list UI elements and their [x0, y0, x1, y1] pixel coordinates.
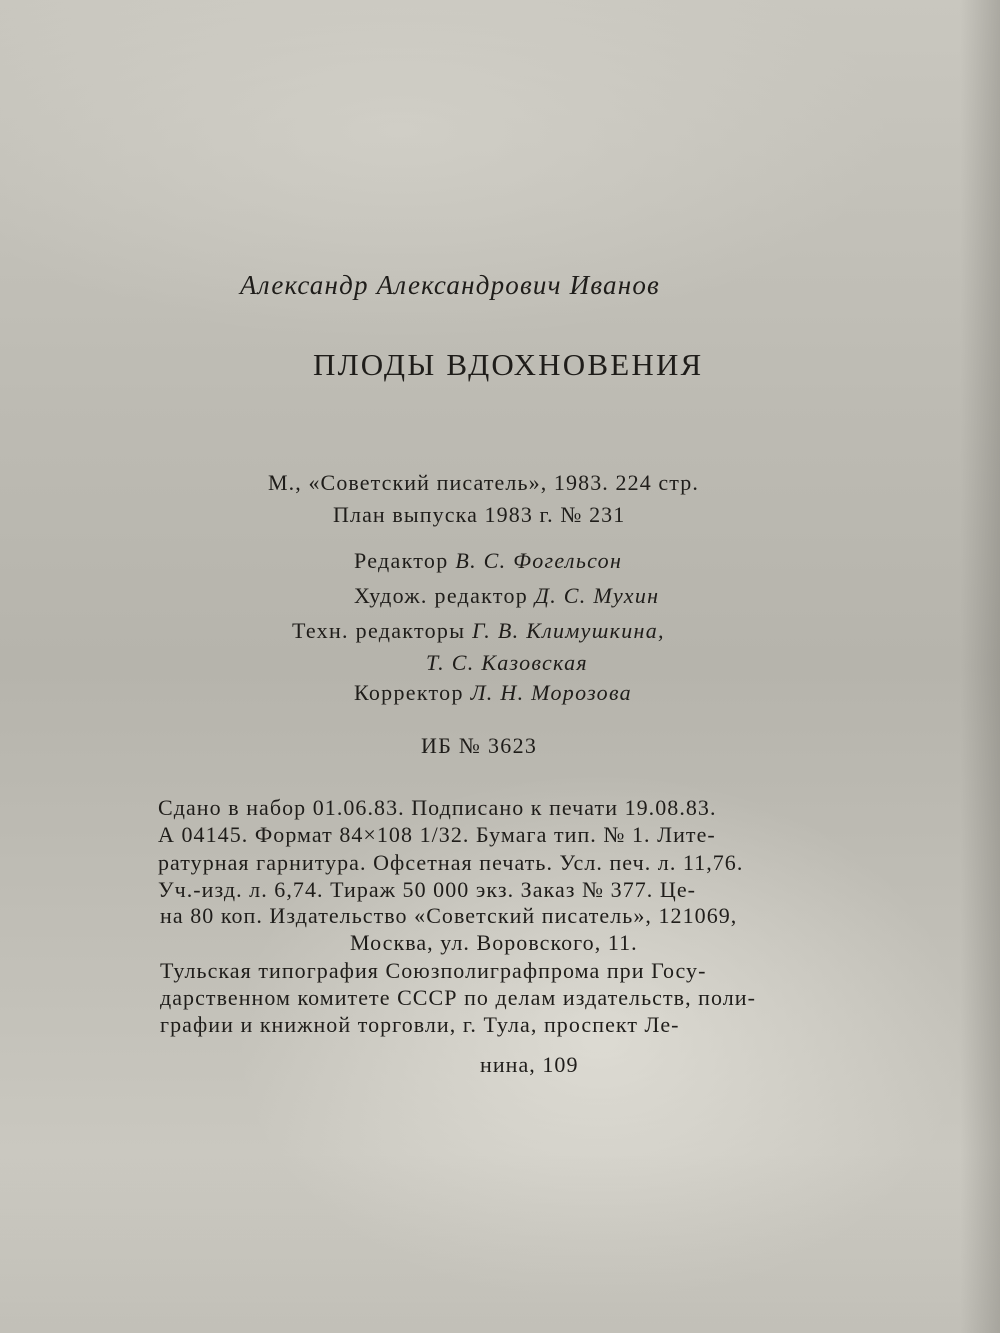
staff-role: Худож. редактор	[354, 583, 529, 608]
imprint-line: ратурная гарнитура. Офсетная печать. Усл. печ. л. 11,76.	[158, 850, 744, 875]
author-name: Александр Александрович Иванов	[240, 270, 660, 300]
staff-art-editor	[354, 583, 659, 609]
staff-role: Корректор	[354, 680, 464, 705]
imprint-line: графии и книжной торговли, г. Тула, проспект Ле-	[160, 1012, 680, 1037]
staff-person: Т. С. Казовская	[426, 650, 588, 675]
page-bottom-shade	[0, 1153, 1000, 1333]
staff-tech-editors	[292, 618, 665, 644]
page-edge-shadow	[960, 0, 1000, 1333]
staff-tech-editor-2	[426, 650, 588, 676]
book-title: ПЛОДЫ ВДОХНОВЕНИЯ	[313, 347, 704, 382]
imprint-line: Уч.-изд. л. 6,74. Тираж 50 000 экз. Заказ № 377. Це-	[158, 877, 697, 902]
imprint-line: Тульская типография Союзполиграфпрома при Госу-	[160, 958, 707, 983]
staff-person: Л. Н. Морозова	[470, 680, 632, 705]
staff-proofreader	[354, 680, 632, 706]
imprint-line: на 80 коп. Издательство «Советский писатель», 121069,	[160, 903, 738, 928]
imprint-line: нина, 109	[480, 1052, 579, 1077]
release-plan-line: План выпуска 1983 г. № 231	[333, 502, 626, 527]
staff-person: Д. С. Мухин	[534, 583, 660, 608]
imprint-line: Москва, ул. Воровского, 11.	[350, 930, 638, 955]
staff-role: Редактор	[354, 548, 449, 573]
staff-person: Г. В. Климушкина,	[472, 618, 665, 643]
ib-number: ИБ № 3623	[421, 733, 538, 758]
staff-role: Техн. редакторы	[292, 618, 466, 643]
staff-editor	[354, 548, 622, 574]
staff-person: В. С. Фогельсон	[455, 548, 623, 573]
imprint-line: дарственном комитете СССР по делам издательств, поли-	[160, 985, 756, 1010]
publication-line: М., «Советский писатель», 1983. 224 стр.	[268, 470, 699, 495]
imprint-line: А 04145. Формат 84×108 1/32. Бумага тип. № 1. Лите-	[158, 822, 716, 847]
imprint-line: Сдано в набор 01.06.83. Подписано к печати 19.08.83.	[158, 795, 717, 820]
